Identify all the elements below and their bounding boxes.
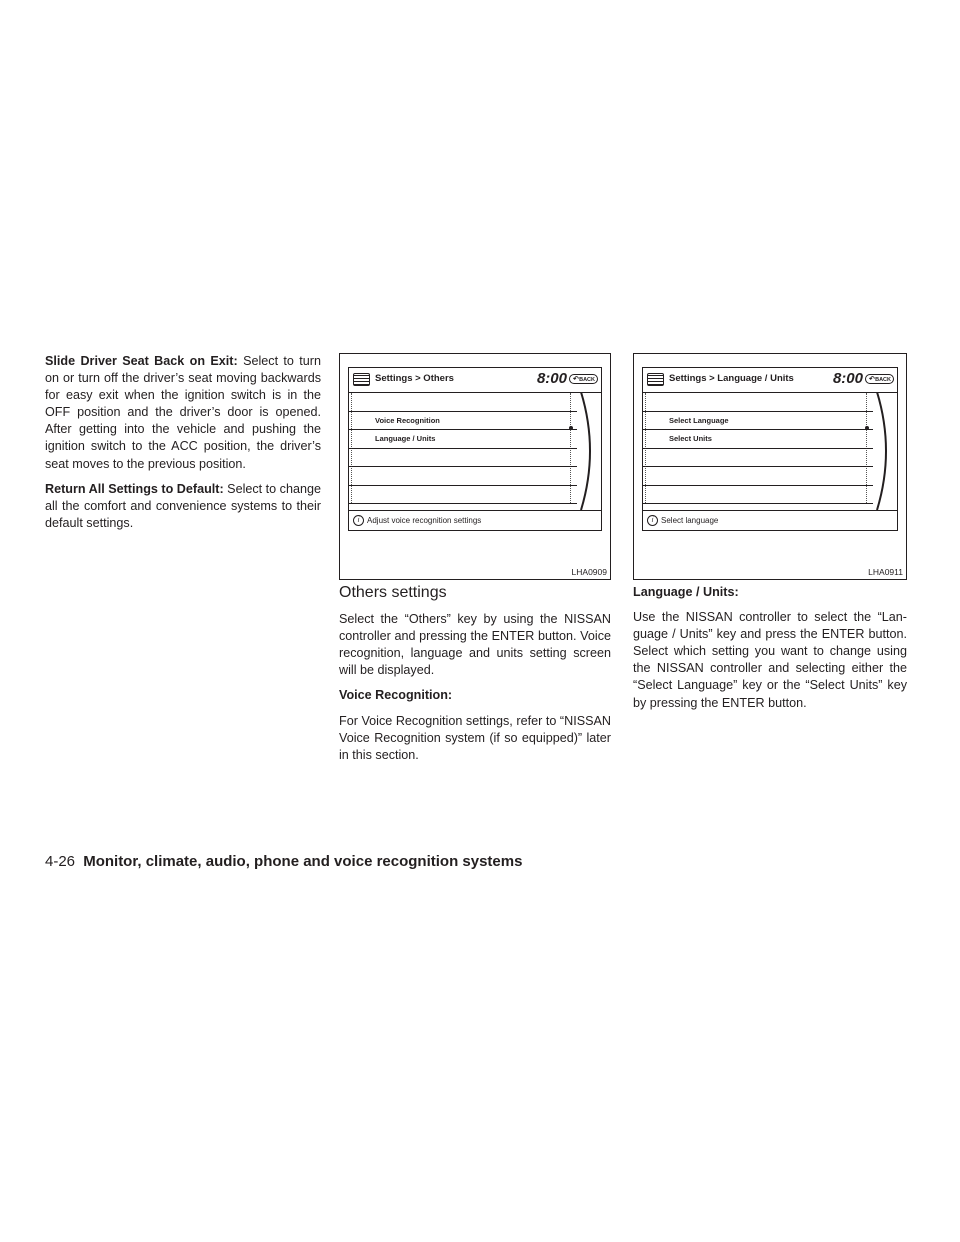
figure-others-screen [339,353,611,580]
info-icon: i [353,515,364,526]
scroll-arc [577,392,601,510]
scroll-position-dot [865,426,869,430]
paragraph-slide-seat [45,353,321,473]
term-slide-seat: Slide Driver Seat Back on Exit: [45,354,238,368]
info-text: Select language [661,516,719,525]
desc-slide-seat: Select to turn on or turn off the driver’s seat moving backwards for easy exit when the ignition switch is in the OFF position and the driver’s door is opened. After getting into the vehicle and pushing the ignition switch to the ACC position, the driver’s seat moves to the previous position. [45,354,321,471]
info-icon: i [647,515,658,526]
paragraph-others: Select the “Others” key by using the NISSAN controller and pressing the ENTER button. Voice recognition, language and units setting screen will be displayed. [339,612,611,678]
back-label: BACK [875,377,891,383]
back-button[interactable] [865,374,894,384]
info-bar [643,510,897,530]
term-return-default: Return All Settings to Default: [45,481,224,496]
back-arrow-icon: ↶ [573,376,579,383]
menu-icon [353,373,370,386]
back-button[interactable] [569,374,598,384]
chapter-title: Monitor, climate, audio, phone and voice recognition systems [83,853,523,870]
menu-item-select-units[interactable]: Select Units [643,430,873,449]
scroll-arc [873,392,897,510]
info-text: Adjust voice recognition settings [367,516,482,525]
menu-row-empty [349,486,577,505]
left-column [45,353,321,540]
menu-row-empty [643,393,873,412]
menu-row-empty [643,449,873,468]
clock-display: 8:00 [832,370,863,387]
right-column [633,584,907,720]
menu-row-empty [643,467,873,486]
menu-row-empty [643,486,873,505]
screen-display [642,367,898,531]
menu-item-language-units[interactable]: Language / Units [349,430,577,449]
subheading-language-units: Language / Units: [633,585,739,599]
figure-code: LHA0909 [571,567,607,577]
back-arrow-icon: ↶ [869,376,875,383]
paragraph-language-units: Use the NISSAN controller to select the “Lan-guage / Units” key and press the ENTER button. Select which setting you want to change using the NISSAN controller and selecting either the “Select Language” key or the “Select Units” key by pressing the ENTER button. [633,610,907,710]
figure-code: LHA0911 [868,567,903,577]
screen-display [348,367,602,531]
menu-item-select-language[interactable]: Select Language [643,412,873,431]
page-number: 4-26 [45,853,76,870]
clock-display: 8:00 [536,370,567,387]
screen-title: Settings > Others [375,373,454,384]
menu-list [643,393,873,504]
back-label: BACK [579,377,595,383]
figure-language-units-screen [633,353,907,580]
menu-list [349,393,577,504]
menu-row-empty [349,449,577,468]
menu-icon [647,373,664,386]
section-heading: Others settings [339,584,447,601]
screen-header [643,368,897,393]
menu-item-voice-recognition[interactable]: Voice Recognition [349,412,577,431]
desc-return-default: Select to change all the comfort and convenience systems to their default settings. [45,481,321,530]
subheading-voice-recognition: Voice Recognition: [339,688,453,703]
paragraph-return-default [45,481,321,532]
scroll-position-dot [569,426,573,430]
paragraph-voice-recognition: For Voice Recognition settings, refer to “NISSAN Voice Recognition system (if so equipped)” later in this section. [339,713,611,762]
screen-title: Settings > Language / Units [669,373,794,384]
menu-row-empty [349,467,577,486]
page-footer [45,853,522,870]
screen-header [349,368,601,393]
menu-row-empty [349,393,577,412]
info-bar [349,510,601,530]
middle-column [339,584,611,772]
